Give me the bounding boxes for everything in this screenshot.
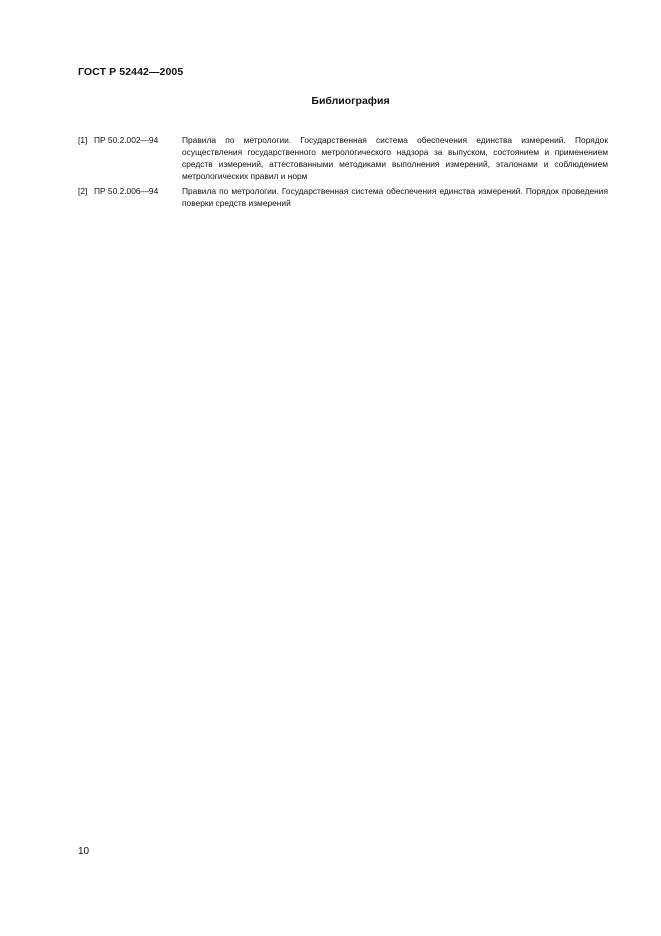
entry-number: [2] <box>78 186 88 196</box>
bibliography-list <box>78 134 608 212</box>
bibliography-entry-2 <box>78 185 608 209</box>
page-number: 10 <box>78 846 90 857</box>
section-title: Библиография <box>311 95 390 107</box>
entry-code: ПР 50.2.006—94 <box>94 186 159 196</box>
entry-text: Правила по метрологии. Государственная система обеспечения единства измерений. Порядок осуществления государственного метрологического надзора за выпуском, состоянием и применением средств измерений, аттестованными методиками выполнения измерений, эталонами и соблюдением метрологических правил и норм <box>182 135 608 181</box>
document-code-header: ГОСТ Р 52442—2005 <box>78 66 184 78</box>
entry-code: ПР 50.2.002—94 <box>94 135 159 145</box>
bibliography-entry-1 <box>78 134 608 182</box>
entry-number: [1] <box>78 135 88 145</box>
entry-text: Правила по метрологии. Государственная система обеспечения единства измерений. Порядок проведения поверки средств измерений <box>182 186 608 208</box>
